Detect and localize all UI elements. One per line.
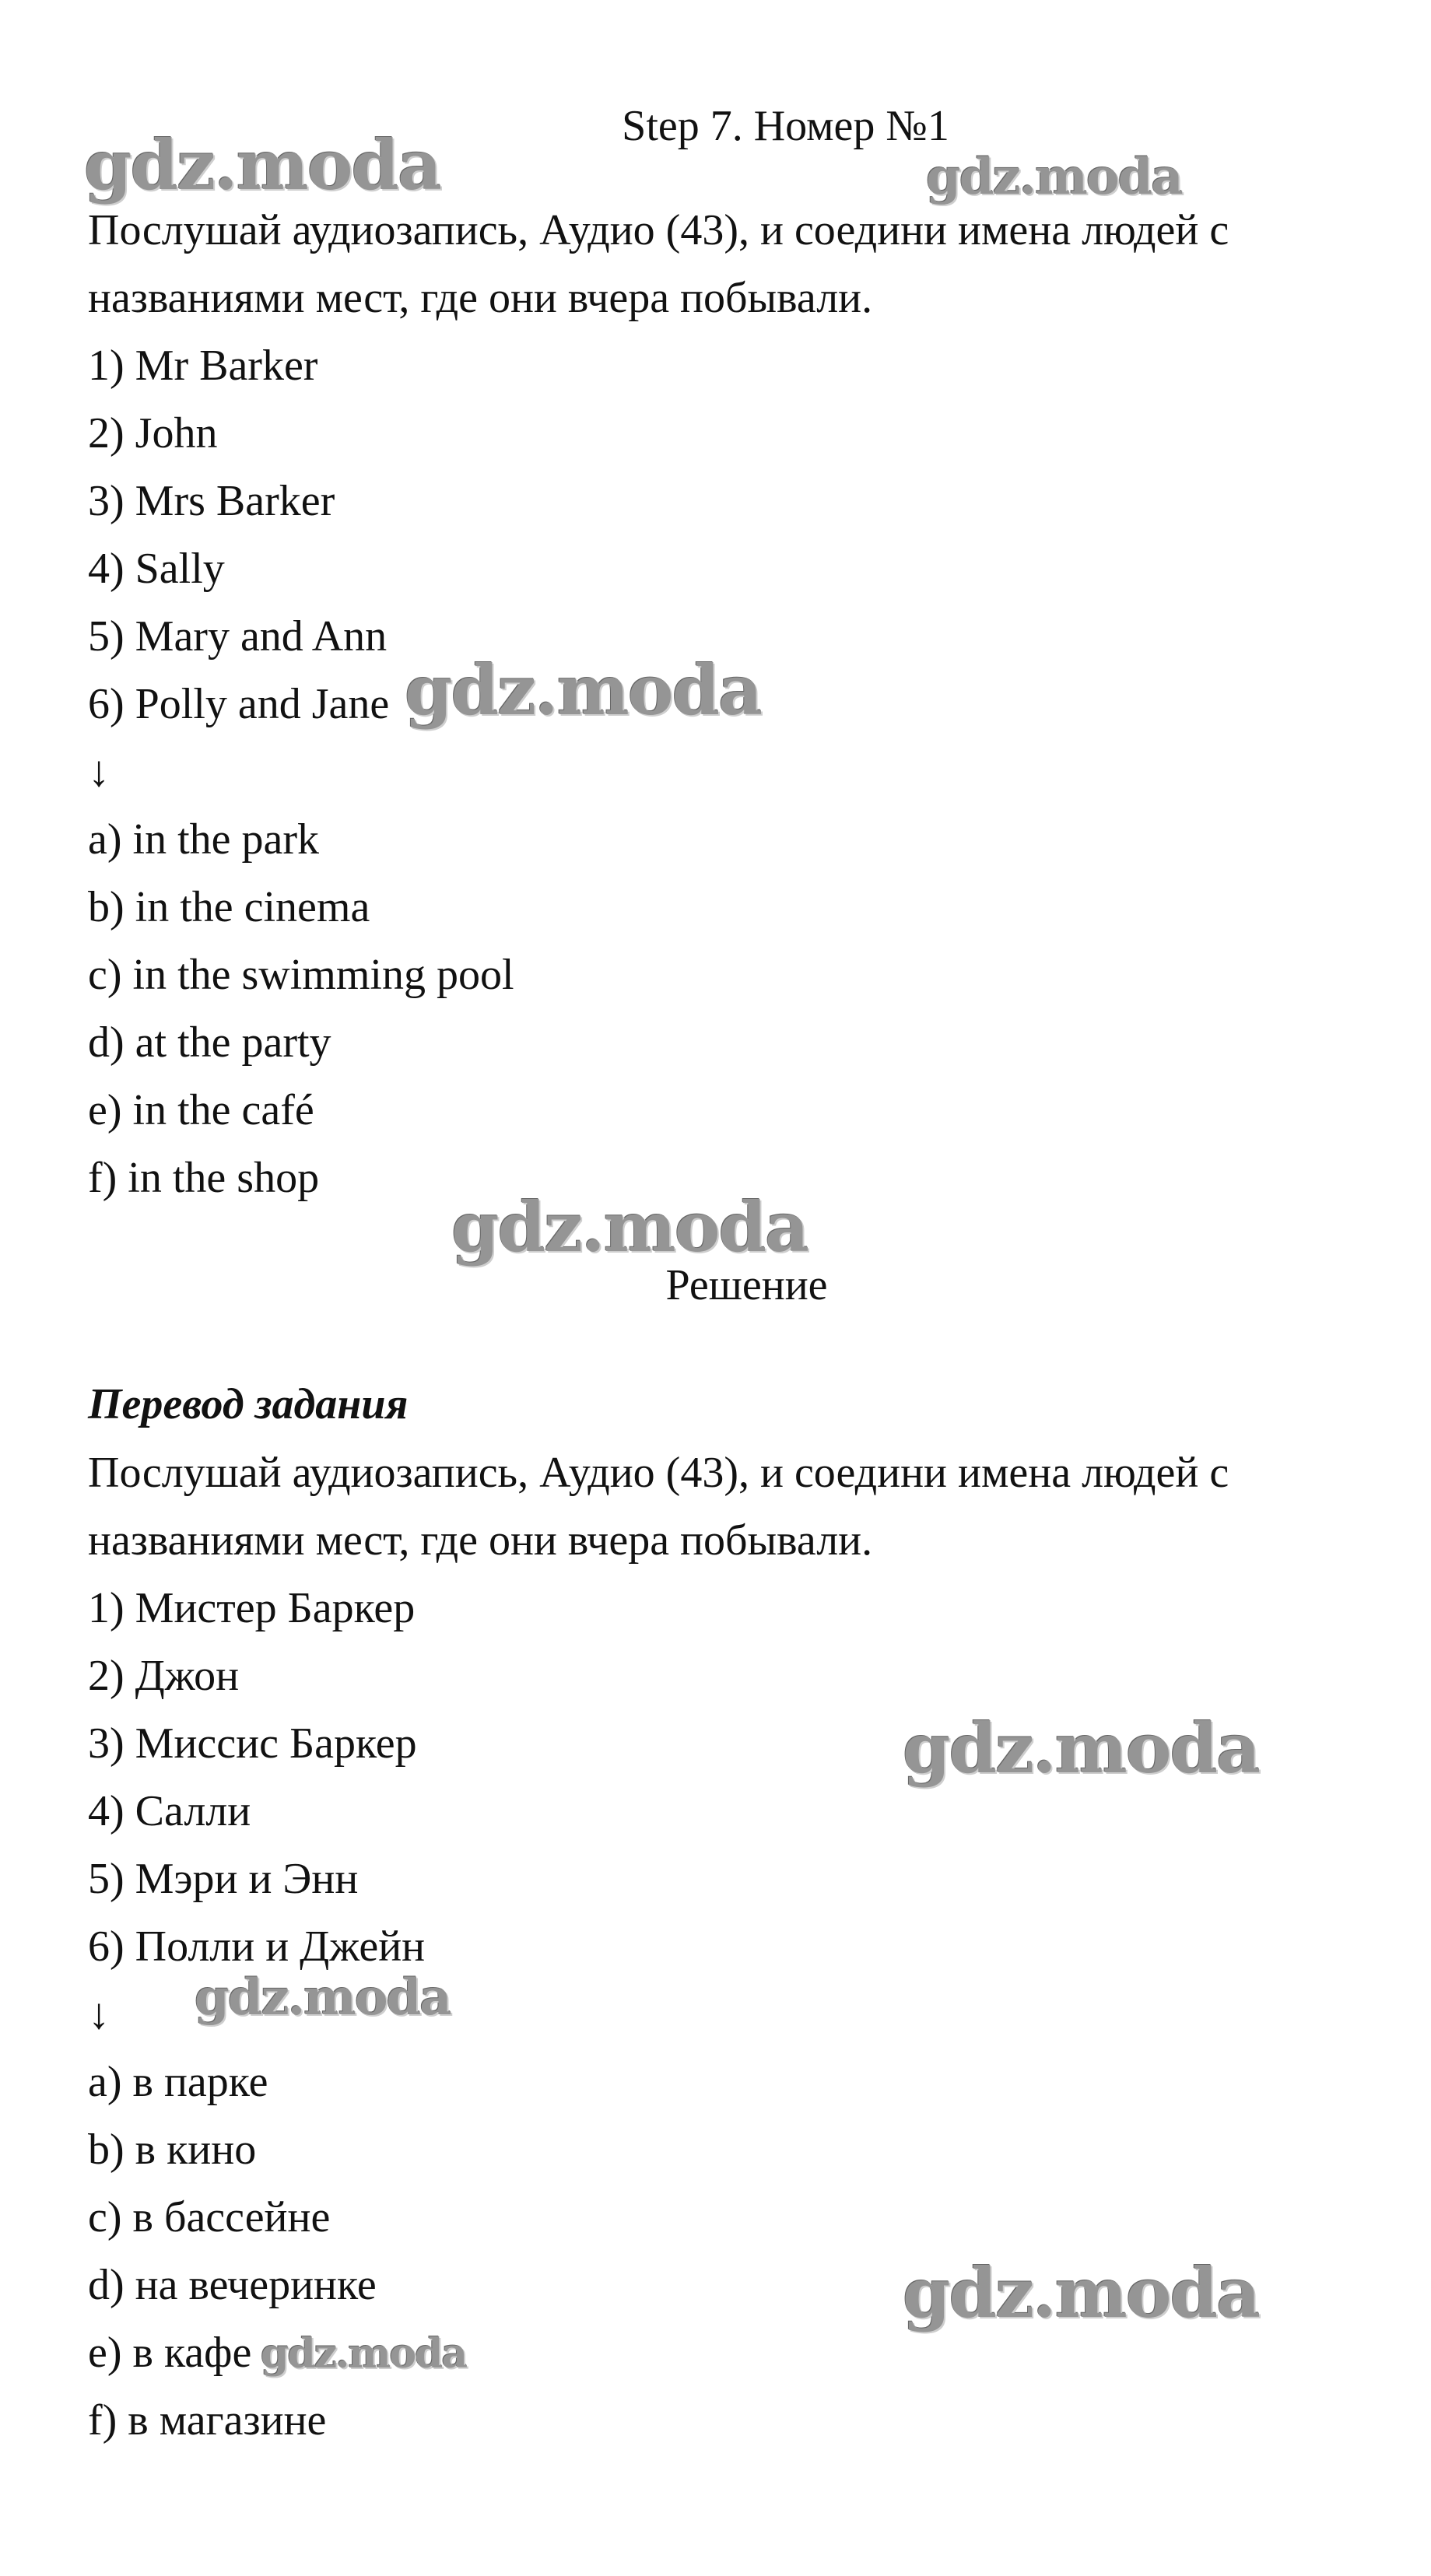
watermark-logo: gdz.moda <box>405 650 762 731</box>
task-instruction-line-2: названиями мест, где они вчера побывали. <box>88 274 873 322</box>
person-item: 4) Sally <box>88 545 225 593</box>
translated-place-item: b) в кино <box>88 2126 257 2174</box>
down-arrow-icon: ↓ <box>88 748 110 796</box>
place-item: b) in the cinema <box>88 883 370 931</box>
watermark-logo: gdz.moda <box>926 148 1182 206</box>
translated-person-item: 3) Миссис Баркер <box>88 1719 417 1768</box>
translation-instruction-line-1: Послушай аудиозапись, Аудио (43), и соедини имена людей с <box>88 1449 1229 1497</box>
watermark-logo: gdz.moda <box>903 2252 1260 2333</box>
place-item: f) in the shop <box>88 1154 320 1202</box>
translated-place-item: e) в кафе <box>88 2329 252 2377</box>
place-item: c) in the swimming pool <box>88 951 514 999</box>
watermark-logo: gdz.moda <box>903 1708 1260 1789</box>
task-instruction-line-1: Послушай аудиозапись, Аудио (43), и соедини имена людей с <box>88 206 1229 254</box>
watermark-logo: gdz.moda <box>261 2330 467 2378</box>
person-item: 5) Mary and Ann <box>88 612 388 661</box>
translated-place-item: f) в магазине <box>88 2396 327 2445</box>
person-item: 6) Polly and Jane <box>88 680 390 728</box>
person-item: 3) Mrs Barker <box>88 477 335 525</box>
translated-person-item: 1) Мистер Баркер <box>88 1584 416 1632</box>
translated-person-item: 2) Джон <box>88 1652 240 1700</box>
place-item: a) in the park <box>88 815 319 864</box>
person-item: 1) Mr Barker <box>88 342 318 390</box>
translated-place-item: a) в парке <box>88 2058 268 2106</box>
translation-heading: Перевод задания <box>88 1380 409 1428</box>
watermark-logo: gdz.moda <box>195 1968 451 2027</box>
watermark-logo: gdz.moda <box>84 124 441 205</box>
translated-person-item: 6) Полли и Джейн <box>88 1922 426 1971</box>
translated-place-item: d) на вечеринке <box>88 2261 377 2309</box>
solution-label: Решение <box>665 1261 828 1309</box>
translation-instruction-line-2: названиями мест, где они вчера побывали. <box>88 1516 873 1565</box>
down-arrow-icon: ↓ <box>88 1990 110 2038</box>
translated-person-item: 4) Салли <box>88 1787 251 1835</box>
page-title: Step 7. Номер №1 <box>622 102 949 150</box>
translated-place-item: c) в бассейне <box>88 2193 331 2241</box>
watermark-logo: gdz.moda <box>451 1186 808 1267</box>
translated-person-item: 5) Мэри и Энн <box>88 1855 359 1903</box>
place-item: d) at the party <box>88 1018 331 1067</box>
place-item: e) in the café <box>88 1086 314 1134</box>
person-item: 2) John <box>88 409 218 457</box>
